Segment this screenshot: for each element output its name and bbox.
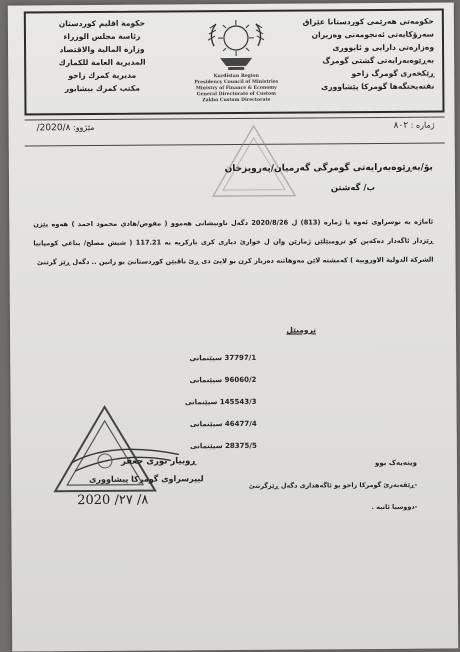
copy-to-line: -دووسیا ئاتیە . <box>371 502 418 512</box>
letterhead-line: Zakho Custom Directorate <box>202 97 271 104</box>
reference-date-label: مێژوو: <box>72 122 95 133</box>
reference-number <box>394 121 435 131</box>
letterhead-line: حکومەتی هەرێمی کوردستانا عێراق <box>302 16 434 27</box>
letterhead-line: بەڕێوەبەرایەتی گشتی گومرگ <box>322 55 435 66</box>
letterhead-line: Kurdistan Region <box>213 73 259 80</box>
reference-date <box>37 123 95 133</box>
list-item: 145543/3 سيێنمانی <box>184 397 257 407</box>
reference-number-label: ژمارە : <box>410 120 435 130</box>
reference-number-value: ٨٠٢ <box>393 120 409 131</box>
reference-date-value: 2020/٨/ <box>36 123 71 134</box>
letterhead-kurdish <box>284 15 435 94</box>
letter-subject: ب/ گەشتن <box>330 183 376 194</box>
letterhead-line: المديرية العامة للكمارك <box>58 57 146 68</box>
letterhead-line: وزارة المالية والاقتصاد <box>59 44 145 55</box>
copy-to-title: وینەیەک بوو <box>374 458 417 468</box>
letterhead-line: سەرۆکایەتی ئەنجومەنی وەزیران <box>311 29 434 40</box>
letterhead-center <box>186 14 287 105</box>
handwritten-date: 2020 /٨/ ٢٧ <box>77 492 149 509</box>
items-title: ترومبێل <box>286 325 317 335</box>
letterhead-line: Ministry of Finance & Economy <box>195 85 277 92</box>
letterhead-arabic <box>38 16 167 95</box>
list-item: 46477/4 سيێنمانی <box>189 419 257 429</box>
kurdistan-emblem-icon <box>206 16 266 72</box>
copy-to-line: -ڕێڤەبەرێ گومرکا زاخو بو ئاگەهداری دگەل ڕێزگرتنێ <box>248 480 418 490</box>
letterhead-line: مديرية كمرك زاخو <box>68 70 137 81</box>
divider <box>25 117 445 121</box>
letterhead-line: حكومة اقليم كوردستان <box>58 18 146 29</box>
letterhead-line: Presidency Council of Ministries <box>194 79 279 86</box>
list-item: 37797/1 سيێنمانی <box>189 353 257 363</box>
letterhead-line: نقتەیحتگەها گومرکا پێشاووری <box>321 81 435 92</box>
letterhead-line: ڕێکخەری گومرگ زاخو <box>351 68 435 79</box>
official-stamp-icon <box>51 400 182 501</box>
signatory-title: لیپرسراوی گومرکا پیشاووری <box>89 474 204 485</box>
letterhead-line: مكتب كمرك بيشابور <box>64 83 140 94</box>
letterhead <box>24 9 445 116</box>
list-item: 28375/5 سيێنمانی <box>190 441 257 451</box>
letterhead-line: رئاسة مجلس الوزراء <box>63 31 141 42</box>
letter-recipient: بۆ/بەڕێوەبەرایەتی گومرگی گەرمیان/پەرویزخان <box>224 162 433 175</box>
letter-body: ئاماژە بە نوسراوی ئەوە یا ژمارە (813) ل 2020/8/26 دگەل ناونیشانی هەموو ( مفوض/هادي محمود احمد ) هەوە پێزن ڕێزدار ئاگەدار دەکەین کو ترومبێلێن ژمارێن وان ل خوارێ دیاری کری بارکریە بە 117.21 ( شيش مصلح/ بناغي كومپانيا الشركة الدولية الاوروبية ) کەمشتە لاێن مەوهاتنە دەرباز کرن بو لایێ دی ڕێ ناڤبێن کوردستانێ بو زانین .. دگەل ڕێز گرتنێ <box>33 217 434 267</box>
letter-page <box>8 2 458 651</box>
letterhead-line: General Directorate of Custom <box>196 91 277 98</box>
list-item: 96060/2 سيێنمانی <box>189 375 257 385</box>
letterhead-line: وەزارەتی دارایی و ئابووری <box>332 42 435 53</box>
signatory-name: ڕوبیار نوری جعفر <box>120 456 197 467</box>
letterhead-english <box>186 74 286 105</box>
